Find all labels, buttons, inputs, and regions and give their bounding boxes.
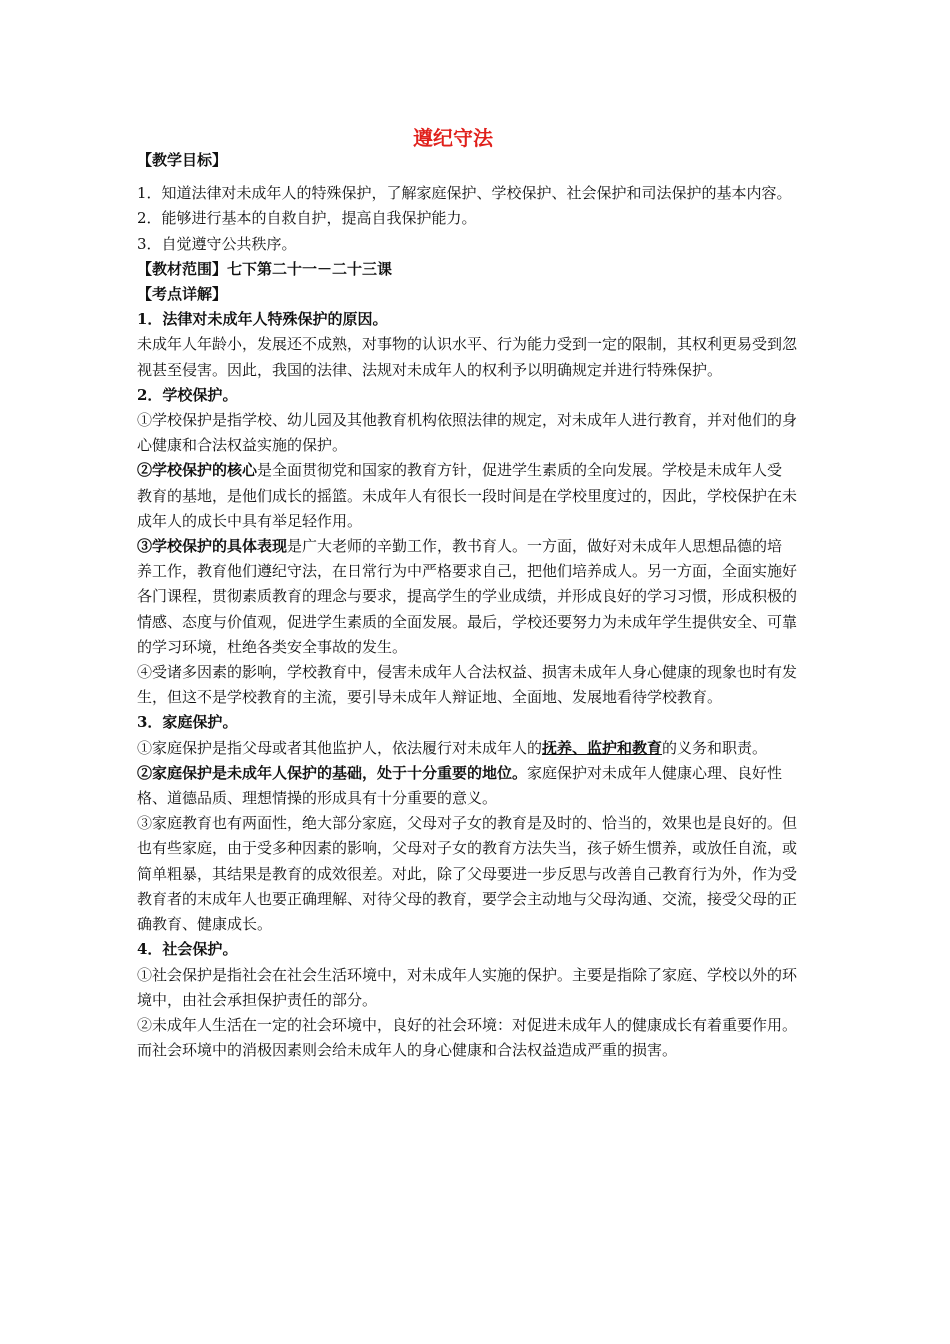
- item-text: 是广大老师的辛勤工作，教书育人。一方面，做好对未成年人思想品德的培养工作，教育他们遵纪守法，在日常行为中严格要求自己，把他们培养成人。另一方面，全面实施好各门课程，贯彻素质教育的理念与要求，提高学生的学业成绩，并形成良好的学习习惯，形成积极的情感、态度与价值观，促进学生素质的全面发展。最后，学校还要努力为未成年学生提供安全、可靠的学习环境，杜绝各类安全事故的发生。: [137, 537, 798, 656]
- item-text: 是全面贯彻党和国家的教育方针，促进学生素质的全向发展。学校是未成年人受教育的基地，是他们成长的摇篮。未成年人有很长一段时间是在学校里度过的，因此，学校保护在未成年人的成长中具有举足轻作用。: [137, 461, 798, 530]
- section-heading-1: 1．法律对未成年人特殊保护的原因。: [137, 310, 388, 329]
- document-title: 遵纪守法: [413, 126, 493, 150]
- item-lead: ②学校保护的核心: [137, 461, 258, 480]
- item-text: 的义务和职责。: [662, 738, 768, 757]
- section-2-item-1: ①学校保护是指学校、幼儿园及其他教育机构依照法律的规定，对未成年人进行教育，并对他们的身心健康和合法权益实施的保护。: [137, 411, 798, 455]
- underlined-term: 抚养、监护和教育: [542, 738, 663, 757]
- section-2-item-2: [137, 458, 797, 534]
- section-4-item-2: ②未成年人生活在一定的社会环境中，良好的社会环境：对促进未成年人的健康成长有着重要作用。而社会环境中的消极因素则会给未成年人的身心健康和合法权益造成严重的损害。: [137, 1015, 798, 1060]
- details-heading: 【考点详解】: [137, 285, 228, 304]
- item-lead: ②家庭保护是未成年人保护的基础，处于十分重要的地位。: [137, 763, 528, 782]
- document-body: [137, 148, 797, 1063]
- goals-heading: 【教学目标】: [137, 151, 228, 169]
- section-3-item-2: [137, 761, 797, 811]
- section-1-text: 未成年人年龄小，发展还不成熟，对事物的认识水平、行为能力受到一定的限制，其权利更易受到忽视甚至侵害。因此，我国的法律、法规对未成年人的权利予以明确规定并进行特殊保护。: [137, 335, 798, 379]
- goal-item: 3．自觉遵守公共秩序。: [137, 234, 297, 253]
- section-heading-2: 2．学校保护。: [137, 385, 238, 404]
- section-3-item-1: [137, 736, 797, 761]
- section-2-item-3: [137, 534, 797, 660]
- item-text: 家庭保护对未成年人健康心理、良好性格、道德品质、理想情操的形成具有十分重要的意义。: [137, 763, 783, 808]
- section-heading-3: 3．家庭保护。: [137, 713, 238, 732]
- section-heading-4: 4．社会保护。: [137, 940, 238, 959]
- item-lead: ③学校保护的具体表现: [137, 537, 288, 556]
- item-text: ①家庭保护是指父母或者其他监护人，依法履行对未成年人的: [137, 738, 543, 757]
- section-3-item-3: ③家庭教育也有两面性，绝大部分家庭，父母对子女的教育是及时的、恰当的，效果也是良好的。但也有些家庭，由于受多种因素的影响，父母对子女的教育方法失当，孩子娇生惯养，或放任自流，或简单粗暴，其结果是教育的成效很差。对此，除了父母要进一步反思与改善自己教育行为外，作为受教育者的末成年人也要正确理解、对待父母的教育，要学会主动地与父母沟通、交流，接受父母的正确教育、健康成长。: [137, 814, 798, 934]
- section-4-item-1: ①社会保护是指社会在社会生活环境中，对未成年人实施的保护。主要是指除了家庭、学校以外的环境中，由社会承担保护责任的部分。: [137, 965, 798, 1009]
- section-2-item-4: ④受诸多因素的影响，学校教育中，侵害未成年人合法权益、损害未成年人身心健康的现象也时有发生，但这不是学校教育的主流，要引导未成年人辩证地、全面地、发展地看待学校教育。: [137, 663, 798, 707]
- goal-item: 1．知道法律对未成年人的特殊保护，了解家庭保护、学校保护、社会保护和司法保护的基本内容。: [137, 184, 792, 203]
- scope-line: 【教材范围】七下第二十一－二十三课: [137, 259, 393, 278]
- goal-item: 2．能够进行基本的自救自护，提高自我保护能力。: [137, 209, 477, 228]
